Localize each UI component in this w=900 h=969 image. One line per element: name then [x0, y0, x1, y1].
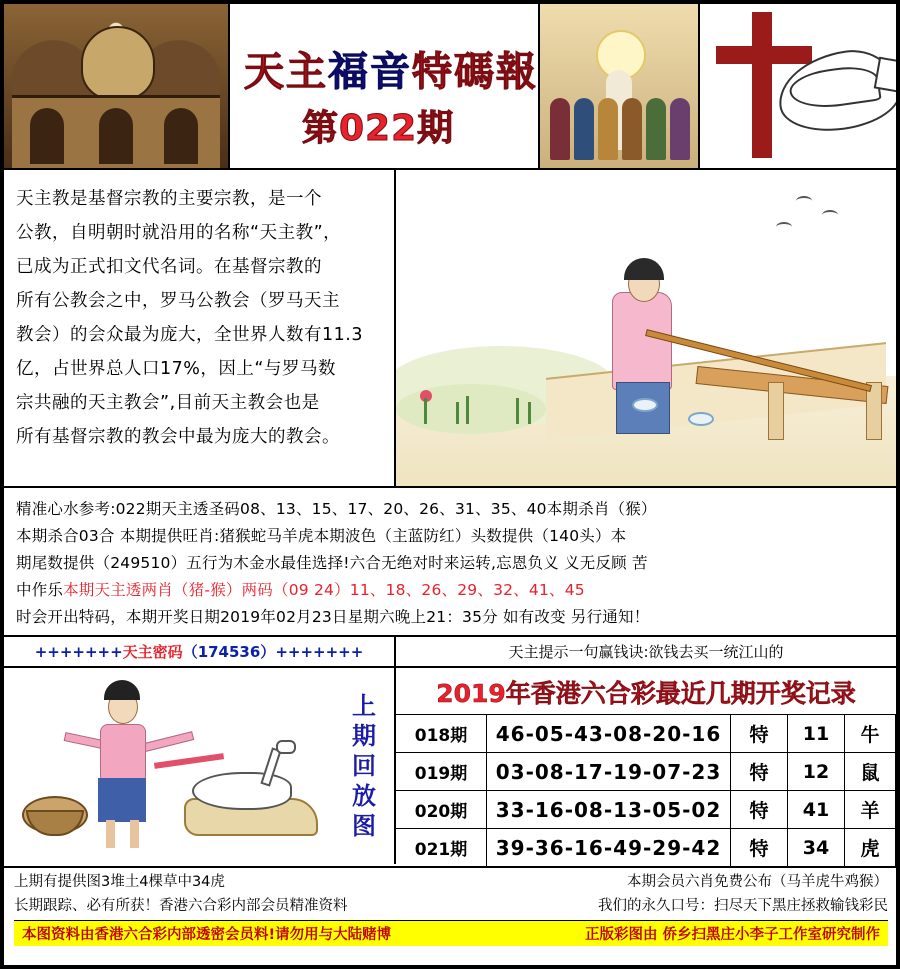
row-period: 018期	[396, 715, 487, 753]
footer-left-1: 上期有提供图3堆土4棵草中34虎	[14, 874, 225, 890]
row-special-label: 特	[731, 753, 788, 791]
draw-table	[396, 714, 896, 866]
footer-row	[14, 894, 888, 918]
stone-icon	[688, 412, 714, 426]
girl-body	[100, 724, 146, 784]
flower-stem	[424, 398, 427, 424]
code-suffix: +++++++	[275, 643, 364, 661]
tips-line: 精准心水参考:022期天主透圣码08、13、15、17、20、26、31、35、40本期杀肖（猴）	[16, 500, 657, 518]
table-row	[396, 753, 896, 791]
girl-hair	[104, 680, 140, 700]
tips-two-zodiac-codes: 本期天主透两肖（猪-猴）两码（09 24）11、18、26、29、32、41、45	[63, 581, 585, 599]
cross-and-dove-illustration	[700, 4, 896, 168]
cross-icon	[716, 46, 812, 64]
title-part1: 天主	[244, 49, 328, 95]
row-special-number: 41	[788, 791, 845, 829]
figure	[646, 98, 666, 160]
intro-section	[4, 170, 896, 488]
row-special-label: 特	[731, 791, 788, 829]
doctrine-text	[4, 170, 396, 486]
doctrine-line: 亿，占世界总人口17%，因上“与罗马数	[16, 359, 336, 379]
jesus-scene-illustration	[540, 4, 698, 168]
footer-left-2: 长期跟踪、必有所获！香港六合彩内部会员精准资料	[14, 898, 348, 914]
drum-body	[26, 810, 84, 836]
code-value: （174536）	[182, 643, 276, 661]
grass-icon	[456, 402, 459, 424]
woman-hair	[624, 258, 664, 280]
bird-icon	[822, 210, 838, 220]
doctrine-line: 天主教是基督宗教的主要宗教，是一个	[16, 189, 322, 209]
temple-arch-icon	[30, 108, 64, 164]
bird-icon	[796, 196, 812, 206]
results-section	[4, 668, 896, 868]
code-label: 天主密码	[122, 643, 183, 661]
lucky-phrase: 天主提示一句赢钱诀:欲钱去买一统江山的	[508, 643, 784, 661]
post-icon	[768, 382, 784, 440]
row-zodiac: 羊	[845, 791, 896, 829]
row-period: 021期	[396, 829, 487, 867]
cross-icon	[752, 12, 772, 158]
grass-icon	[528, 402, 531, 424]
row-numbers: 39-36-16-49-29-42	[487, 829, 731, 867]
row-special-number: 11	[788, 715, 845, 753]
row-special-number: 12	[788, 753, 845, 791]
tips-line-highlight	[16, 577, 886, 604]
footer-right-1: 本期会员六肖免费公布（马羊虎牛鸡猴）	[627, 874, 888, 890]
doctrine-line: 已成为正式扣文代名词。在基督宗教的	[16, 257, 322, 277]
row-numbers: 33-16-08-13-05-02	[487, 791, 731, 829]
temple-dome-icon	[81, 26, 155, 100]
disclaimer-left: 本图资料由香港六合彩内部透密会员料!请勿用与大陆赌博	[22, 927, 392, 943]
code-prefix: +++++++	[34, 643, 123, 661]
tips-section	[4, 488, 896, 637]
girl-leg	[130, 820, 139, 848]
title-part3: 特碼報	[412, 49, 538, 95]
tips-line-prefix: 中作乐	[16, 581, 64, 599]
row-special-label: 特	[731, 715, 788, 753]
code-bar	[4, 637, 896, 668]
ribbon-icon	[154, 753, 224, 769]
figure	[574, 98, 594, 160]
jesus-scene-photo	[540, 4, 700, 168]
temple-illustration	[4, 4, 228, 168]
temple-arch-icon	[164, 108, 198, 164]
tips-line: 本期杀合03合 本期提供旺肖:猪猴蛇马羊虎本期波色（主蓝防红）头数提供（140头）本	[16, 527, 627, 545]
replay-label: 上期回放图	[352, 668, 394, 864]
footer-right-2: 我们的永久口号：扫尽天下黑庄拯救输钱彩民	[598, 898, 888, 914]
crane-icon	[192, 772, 292, 810]
doctrine-line: 所有基督宗教的教会中最为庞大的教会。	[16, 427, 340, 447]
temple-photo	[4, 4, 230, 168]
footer	[4, 868, 896, 946]
disclaimer-right: 正版彩图由 侨乡扫黑庄小李子工作室研究制作	[584, 927, 880, 943]
table-row	[396, 829, 896, 867]
previous-issue-replay	[4, 668, 396, 864]
row-special-label: 特	[731, 829, 788, 867]
table-row	[396, 715, 896, 753]
disclaimer-bar	[14, 920, 888, 946]
table-row	[396, 791, 896, 829]
header-images	[540, 4, 896, 168]
grass-icon	[466, 396, 469, 424]
crane-head	[276, 740, 296, 754]
figure	[670, 98, 690, 160]
grass-icon	[516, 398, 519, 424]
doctrine-line: 所有公教会之中，罗马公教会（罗马天主	[16, 291, 340, 311]
bird-icon	[776, 222, 792, 232]
figure	[598, 98, 618, 160]
girl-leg	[106, 820, 115, 848]
row-period: 020期	[396, 791, 487, 829]
girl-and-crane-ink-painting	[4, 668, 352, 864]
row-special-number: 34	[788, 829, 845, 867]
title-part2: 福音	[328, 49, 412, 95]
doctrine-line: 公教，自明朝时就沿用的名称“天主教”，	[16, 223, 342, 243]
woman-figure	[612, 292, 672, 390]
row-zodiac: 牛	[845, 715, 896, 753]
row-numbers: 03-08-17-19-07-23	[487, 753, 731, 791]
figure	[550, 98, 570, 160]
figure	[622, 98, 642, 160]
issue-number: 第022期	[302, 108, 455, 149]
draw-records	[396, 668, 896, 866]
stone-icon	[632, 398, 658, 412]
girl-skirt	[98, 778, 146, 822]
hill	[396, 384, 546, 434]
row-zodiac: 鼠	[845, 753, 896, 791]
temple-arch-icon	[99, 108, 133, 164]
footer-row	[14, 870, 888, 894]
woman-fishing-ink-painting	[396, 170, 896, 486]
table-title: 2019年香港六合彩最近几期开奖记录	[436, 679, 856, 708]
page-title	[244, 40, 538, 97]
row-zodiac: 虎	[845, 829, 896, 867]
tips-line: 期尾数提供（249510）五行为木金水最佳选择!六合无绝对时来运转,忘恩负义 义无反顾 苦	[16, 554, 648, 572]
tips-line: 时会开出特码，本期开奖日期2019年02月23日星期六晚上21：35分 如有改变 另行通知！	[16, 608, 650, 626]
row-period: 019期	[396, 753, 487, 791]
masthead	[230, 4, 540, 168]
secret-code	[4, 637, 396, 666]
doctrine-line: 宗共融的天主教会”,目前天主教会也是	[16, 393, 320, 413]
row-numbers: 46-05-43-08-20-16	[487, 715, 731, 753]
doctrine-line: 教会）的会众最为庞大，全世界人数有11.3	[16, 325, 363, 345]
header	[4, 4, 896, 170]
